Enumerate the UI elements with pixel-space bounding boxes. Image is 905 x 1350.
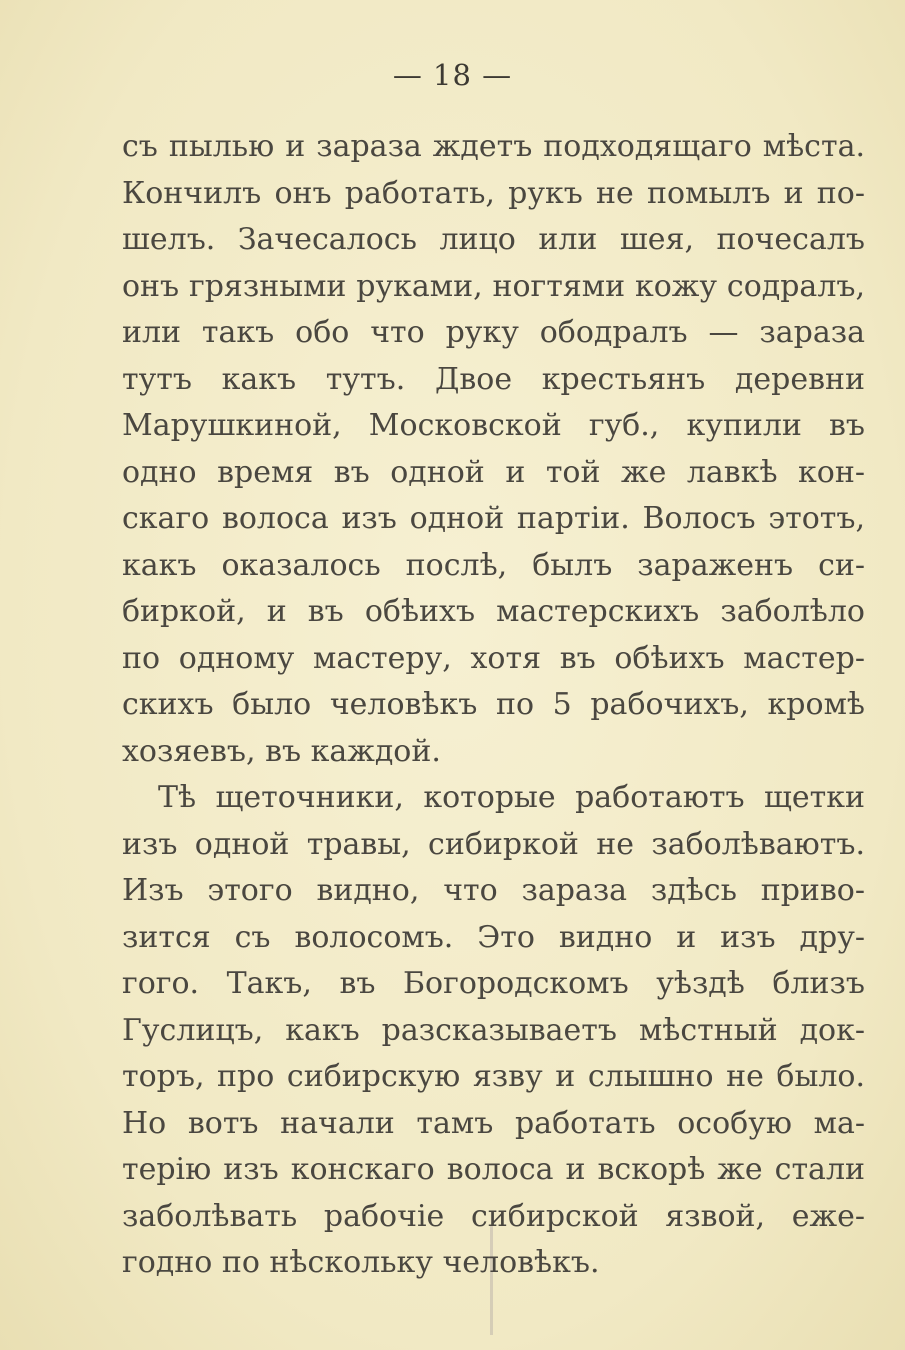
text-line: зится съ волосомъ. Это видно и изъ дру- <box>122 919 865 955</box>
page-number: — 18 — <box>392 58 513 92</box>
text-line: какъ оказалось послѣ, былъ зараженъ си- <box>122 547 865 583</box>
text-line: онъ грязными руками, ногтями кожу содралъ, <box>122 268 865 304</box>
text-line: скихъ было человѣкъ по 5 рабочихъ, кромѣ <box>122 687 865 722</box>
text-line: гого. Такъ, въ Богородскомъ уѣздѣ близъ <box>122 966 865 1001</box>
text-line: изъ одной травы, сибиркой не заболѣваютъ. <box>122 826 865 862</box>
text-line: Гуслицъ, какъ разсказываетъ мѣстный док- <box>122 1012 865 1048</box>
text-line: биркой, и въ обѣихъ мастерскихъ заболѣло <box>122 594 865 629</box>
text-line: Кончилъ онъ работать, рукъ не помылъ и по- <box>122 175 865 211</box>
text-line: тутъ какъ тутъ. Двое крестьянъ деревни <box>122 361 865 397</box>
text-line: Но вотъ начали тамъ работать особую ма- <box>122 1105 865 1141</box>
text-line-paragraph-start: Тѣ щеточники, которые работаютъ щетки <box>158 780 865 815</box>
text-line: заболѣвать рабочіе сибирской язвой, еже- <box>122 1198 865 1234</box>
text-line: шелъ. Зачесалось лицо или шея, почесалъ <box>122 222 865 257</box>
text-line-paragraph-end: годно по нѣскольку человѣкъ. <box>122 1245 600 1280</box>
text-line: Изъ этого видно, что зараза здѣсь приво- <box>122 873 865 908</box>
text-line: по одному мастеру, хотя въ обѣихъ мастер- <box>122 640 865 676</box>
text-line: Марушкиной, Московской губ., купили въ <box>122 408 865 443</box>
text-line: скаго волоса изъ одной партіи. Волосъ этотъ, <box>122 501 865 536</box>
text-line: съ пылью и зараза ждетъ подходящаго мѣста. <box>122 129 865 164</box>
text-line-paragraph-end: хозяевъ, въ каждой. <box>122 733 441 769</box>
text-line: терію изъ конскаго волоса и вскорѣ же стали <box>122 1152 865 1187</box>
text-line: или такъ обо что руку ободралъ — зараза <box>122 315 865 350</box>
body-text <box>122 124 865 1287</box>
text-line: торъ, про сибирскую язву и слышно не было. <box>122 1059 865 1094</box>
text-line: одно время въ одной и той же лавкѣ кон- <box>122 454 865 490</box>
